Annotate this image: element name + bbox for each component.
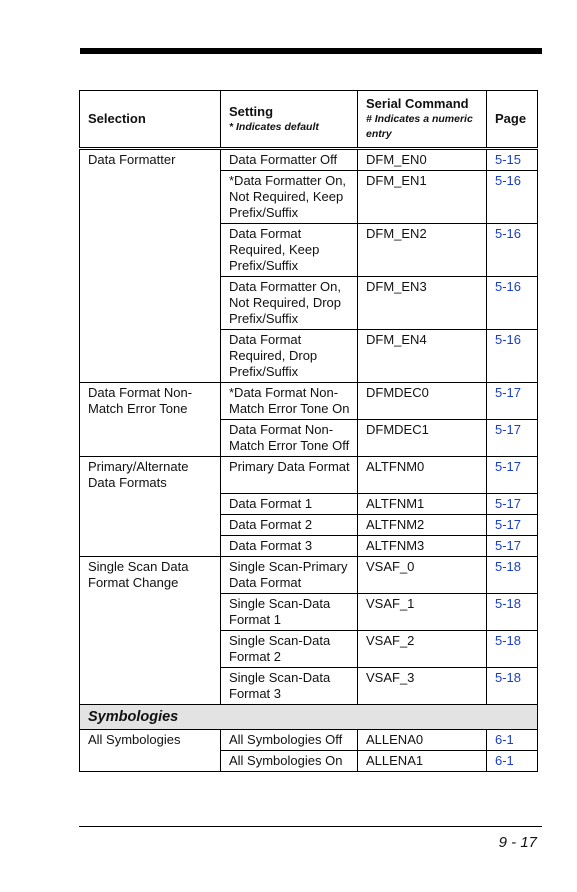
top-rule (80, 48, 542, 54)
cell-setting: All Symbologies Off (221, 729, 358, 750)
table-row (80, 750, 538, 771)
cell-setting: Single Scan-Data Format 1 (221, 593, 358, 630)
cell-selection: Data Format Non-Match Error Tone (80, 383, 221, 420)
cell-serial-command: DFM_EN2 (358, 224, 487, 277)
section-title: Symbologies (80, 704, 538, 729)
cell-page-link[interactable]: 5-18 (487, 593, 538, 630)
cell-serial-command: DFM_EN1 (358, 171, 487, 224)
cell-selection (80, 493, 221, 514)
cell-setting: Primary Data Format (221, 457, 358, 494)
table-row (80, 514, 538, 535)
cell-page-link[interactable]: 5-17 (487, 420, 538, 457)
header-serial-note: # Indicates a numeric entry (366, 113, 473, 140)
cell-serial-command: DFMDEC1 (358, 420, 487, 457)
table-row (80, 171, 538, 224)
cell-selection: Data Formatter (80, 149, 221, 171)
cell-page-link[interactable]: 5-16 (487, 330, 538, 383)
cell-selection (80, 535, 221, 556)
header-selection: Selection (80, 91, 221, 149)
cell-setting: Data Format 2 (221, 514, 358, 535)
cell-page-link[interactable]: 5-16 (487, 171, 538, 224)
header-setting: Setting * Indicates default (221, 91, 358, 149)
cell-setting: Data Formatter Off (221, 149, 358, 171)
table-row (80, 667, 538, 704)
cell-serial-command: ALLENA0 (358, 729, 487, 750)
cell-page-link[interactable]: 6-1 (487, 729, 538, 750)
cell-setting: Data Format 3 (221, 535, 358, 556)
cell-serial-command: ALTFNM1 (358, 493, 487, 514)
cell-selection: Single Scan Data Format Change (80, 556, 221, 593)
cell-serial-command: DFM_EN0 (358, 149, 487, 171)
cell-selection (80, 750, 221, 771)
cell-serial-command: ALTFNM2 (358, 514, 487, 535)
cell-setting: Data Format Required, Drop Prefix/Suffix (221, 330, 358, 383)
cell-setting: All Symbologies On (221, 750, 358, 771)
cell-serial-command: ALTFNM3 (358, 535, 487, 556)
cell-page-link[interactable]: 6-1 (487, 750, 538, 771)
cell-setting: *Data Formatter On, Not Required, Keep Prefix/Suffix (221, 171, 358, 224)
cell-page-link[interactable]: 5-15 (487, 149, 538, 171)
cell-serial-command: VSAF_0 (358, 556, 487, 593)
cell-setting: Data Format Required, Keep Prefix/Suffix (221, 224, 358, 277)
cell-serial-command: DFM_EN3 (358, 277, 487, 330)
cell-selection (80, 514, 221, 535)
cell-serial-command: VSAF_3 (358, 667, 487, 704)
table-row (80, 420, 538, 457)
table-row (80, 457, 538, 494)
cell-selection (80, 667, 221, 704)
cell-page-link[interactable]: 5-16 (487, 224, 538, 277)
cell-serial-command: ALLENA1 (358, 750, 487, 771)
table-header-row (80, 91, 538, 149)
table-row (80, 729, 538, 750)
cell-selection (80, 171, 221, 224)
table-row (80, 224, 538, 277)
table-row (80, 149, 538, 171)
section-row (80, 704, 538, 729)
table-row (80, 556, 538, 593)
page-number: 9 - 17 (498, 834, 537, 851)
cell-page-link[interactable]: 5-16 (487, 277, 538, 330)
header-page: Page (487, 91, 538, 149)
header-setting-note: * Indicates default (229, 120, 319, 133)
cell-setting: Single Scan-Data Format 3 (221, 667, 358, 704)
cell-page-link[interactable]: 5-18 (487, 667, 538, 704)
cell-selection: All Symbologies (80, 729, 221, 750)
cell-selection (80, 277, 221, 330)
cell-setting: Single Scan-Primary Data Format (221, 556, 358, 593)
table-row (80, 493, 538, 514)
table-row (80, 383, 538, 420)
cell-serial-command: VSAF_2 (358, 630, 487, 667)
cell-page-link[interactable]: 5-17 (487, 493, 538, 514)
cell-page-link[interactable]: 5-17 (487, 457, 538, 494)
cell-page-link[interactable]: 5-18 (487, 556, 538, 593)
cell-selection (80, 420, 221, 457)
header-serial-command: Serial Command # Indicates a numeric entry (358, 91, 487, 149)
cell-setting: Data Format 1 (221, 493, 358, 514)
settings-table (79, 90, 538, 772)
cell-page-link[interactable]: 5-17 (487, 383, 538, 420)
table-row (80, 535, 538, 556)
cell-page-link[interactable]: 5-18 (487, 630, 538, 667)
table-row (80, 630, 538, 667)
cell-page-link[interactable]: 5-17 (487, 514, 538, 535)
cell-selection (80, 224, 221, 277)
footer-rule (79, 826, 542, 827)
cell-page-link[interactable]: 5-17 (487, 535, 538, 556)
cell-selection (80, 330, 221, 383)
cell-selection (80, 630, 221, 667)
cell-serial-command: ALTFNM0 (358, 457, 487, 494)
table-row (80, 593, 538, 630)
cell-setting: Data Format Non-Match Error Tone Off (221, 420, 358, 457)
cell-selection: Primary/Alternate Data Formats (80, 457, 221, 494)
cell-serial-command: DFMDEC0 (358, 383, 487, 420)
cell-setting: *Data Format Non-Match Error Tone On (221, 383, 358, 420)
table-row (80, 330, 538, 383)
cell-setting: Single Scan-Data Format 2 (221, 630, 358, 667)
cell-serial-command: VSAF_1 (358, 593, 487, 630)
cell-setting: Data Formatter On, Not Required, Drop Prefix/Suffix (221, 277, 358, 330)
cell-serial-command: DFM_EN4 (358, 330, 487, 383)
cell-selection (80, 593, 221, 630)
table-row (80, 277, 538, 330)
